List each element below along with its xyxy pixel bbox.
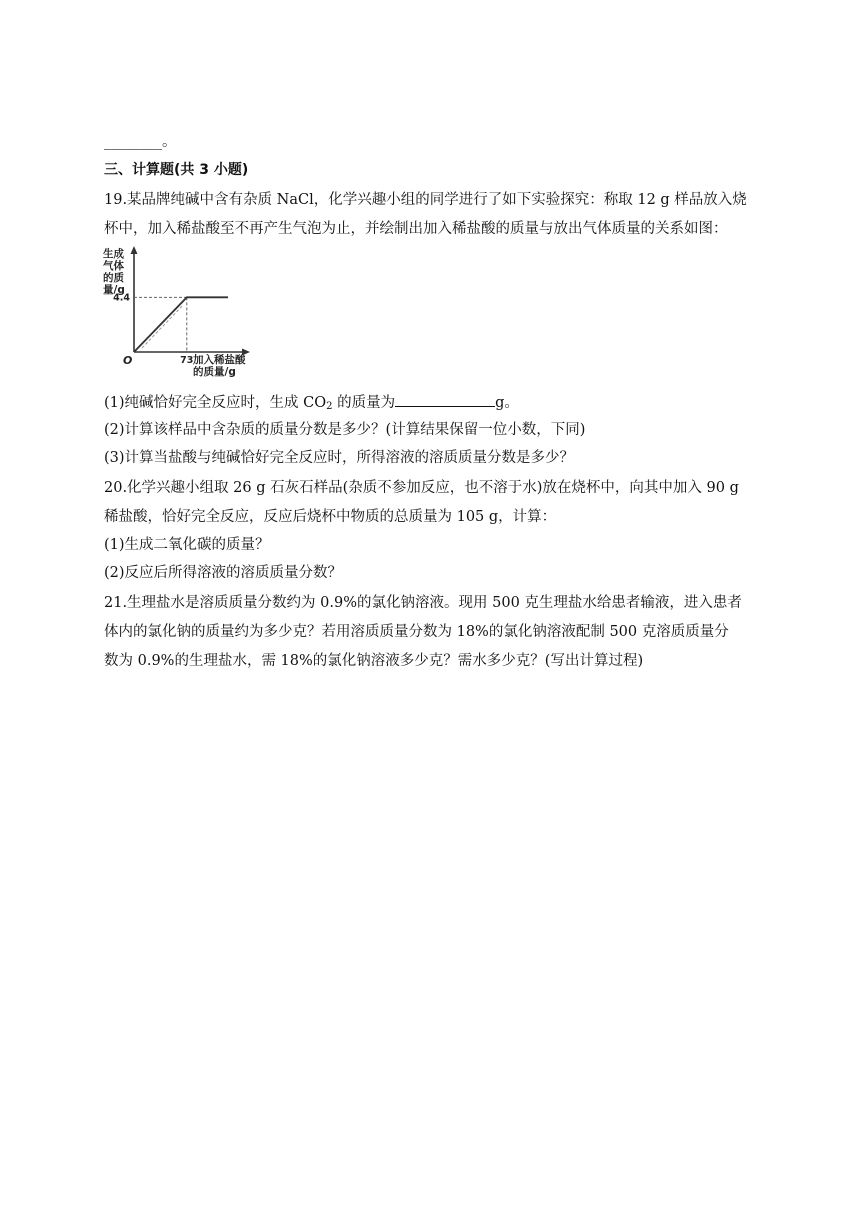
y-label-line: 的质 bbox=[103, 272, 124, 284]
q20-subquestion-1: (1)生成二氧化碳的质量？ bbox=[104, 537, 270, 553]
origin-label: O bbox=[123, 354, 133, 367]
q19-text-line-1: 19.某品牌纯碱中含有杂质 NaCl，化学兴趣小组的同学进行了如下实验探究：称取 12 g 样品放入烧 bbox=[104, 192, 747, 208]
q20-subquestion-2: (2)反应后所得溶液的溶质质量分数？ bbox=[104, 565, 343, 581]
guide-line-diagonal bbox=[142, 305, 183, 348]
q21-text-line-2: 体内的氯化钠的质量约为多少克？若用溶质质量分数为 18%的氯化钠溶液配制 500 克溶质质量分 bbox=[104, 624, 729, 640]
y-axis-arrow bbox=[131, 246, 138, 254]
answer-blank bbox=[395, 392, 495, 407]
period-mark: 。 bbox=[162, 134, 177, 150]
q21-text-line-1: 21.生理盐水是溶质质量分数约为 0.9%的氯化钠溶液。现用 500 克生理盐水给患者输液，进入患者 bbox=[104, 595, 742, 611]
q19-sub1-mid: 的质量为 bbox=[332, 395, 396, 411]
y-label-line: 量/g bbox=[103, 284, 125, 296]
q19-sub1-prefix: (1)纯碱恰好完全反应时，生成 CO bbox=[104, 395, 327, 411]
q19-subquestion-3: (3)计算当盐酸与纯碱恰好完全反应时，所得溶液的溶质质量分数是多少？ bbox=[104, 450, 575, 466]
q19-sub1-suffix: g。 bbox=[495, 395, 519, 411]
q20-text-line-1: 20.化学兴趣小组取 26 g 石灰石样品(杂质不参加反应，也不溶于水)放在烧杯中，向其中加入 90 g bbox=[104, 480, 739, 496]
q21-text-line-3: 数为 0.9%的生理盐水，需 18%的氯化钠溶液多少克？需水多少克？(写出计算过程) bbox=[104, 653, 644, 669]
series-line bbox=[134, 297, 228, 352]
q19-text-line-2: 杯中，加入稀盐酸至不再产生气泡为止，并绘制出加入稀盐酸的质量与放出气体质量的关系如图： bbox=[104, 221, 728, 237]
answer-blank: ________ bbox=[104, 134, 162, 150]
co2-subscript: 2 bbox=[326, 401, 333, 412]
previous-answer-blank-line bbox=[104, 132, 177, 152]
x-label-line: 的质量/g bbox=[193, 366, 236, 378]
section-heading: 三、计算题(共 3 小题) bbox=[104, 162, 249, 178]
y-label-line: 气体 bbox=[103, 260, 124, 272]
q20-text-line-2: 稀盐酸，恰好完全反应，反应后烧杯中物质的总质量为 105 g，计算： bbox=[104, 509, 557, 525]
x-axis-label bbox=[192, 353, 246, 378]
y-tick-label: 4.4 bbox=[113, 292, 130, 304]
q19-subquestion-1 bbox=[104, 392, 519, 417]
x-tick-label: 73 bbox=[180, 355, 194, 366]
gas-mass-chart bbox=[100, 246, 246, 382]
y-label-line: 生成 bbox=[103, 248, 124, 260]
x-label-line: 加入稀盐酸 bbox=[193, 354, 246, 366]
q19-subquestion-2: (2)计算该样品中含杂质的质量分数是多少？(计算结果保留一位小数，下同) bbox=[104, 422, 586, 438]
y-axis-label bbox=[103, 247, 125, 296]
